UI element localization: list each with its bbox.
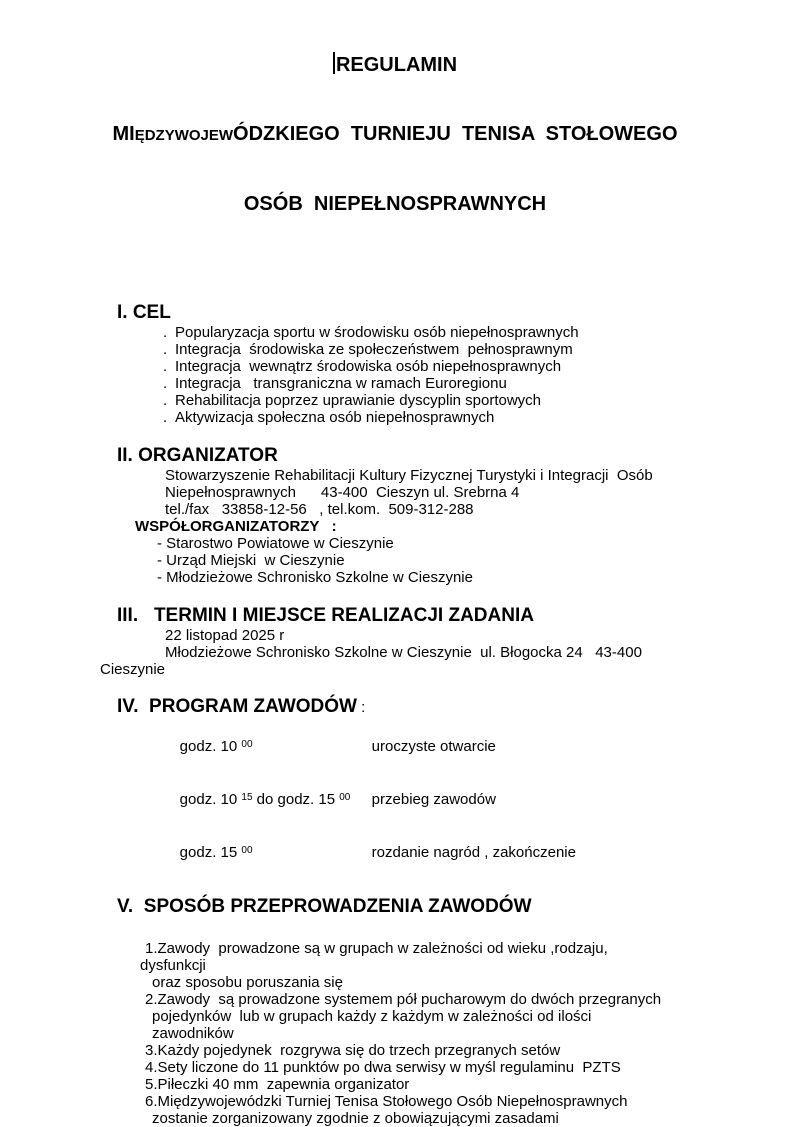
title-segment: MI	[112, 123, 135, 145]
sposob-items	[0, 940, 790, 1127]
coorganizer-item: - Starostwo Powiatowe w Cieszynie	[157, 535, 394, 552]
bullet-marker: .	[163, 341, 168, 358]
termin-line-overflow: Cieszynie	[100, 661, 166, 678]
section-heading-cel: I. CEL	[117, 302, 171, 323]
list-item	[163, 324, 790, 341]
numbered-item: 5.Piłeczki 40 mm zapewnia organizator	[145, 1076, 410, 1093]
list-item	[163, 375, 790, 392]
termin-line: 22 listopad 2025 r	[165, 627, 285, 644]
numbered-item: 6.Międzywojewódzki Turniej Tenisa Stołowego Osób Niepełnosprawnych	[145, 1093, 628, 1110]
list-item-text: Integracja transgraniczna w ramach Euroregionu	[175, 375, 507, 392]
section-heading-organizator: II. ORGANIZATOR	[117, 445, 278, 466]
list-item-text: Popularyzacja sportu w środowisku osób niepełnosprawnych	[175, 324, 579, 341]
program-row	[163, 719, 790, 772]
document-title	[0, 0, 790, 262]
program-desc: przebieg zawodów	[371, 791, 496, 808]
list-item-text: Integracja środowiska ze społeczeństwem pełnosprawnym	[175, 341, 573, 358]
numbered-item: 4.Sety liczone do 11 punktów po dwa serwisy w myśl regulaminu PZTS	[145, 1059, 621, 1076]
numbered-item: 2.Zawody są prowadzone systemem pół pucharowym do dwóch przegranych	[145, 991, 662, 1008]
time-superscript: 00	[241, 845, 253, 856]
numbered-item-wrap: oraz sposobu poruszania się	[152, 974, 343, 991]
list-item	[163, 409, 790, 426]
time-superscript: 15	[241, 792, 253, 803]
time-superscript: 00	[241, 739, 253, 750]
numbered-item: 1.Zawody prowadzone są w grupach w zależności od wieku ,rodzaju,	[145, 940, 608, 957]
program-time	[180, 789, 372, 808]
program-desc: rozdanie nagród , zakończenie	[371, 844, 576, 861]
program-row	[163, 772, 790, 825]
numbered-item-wrap: zawodników	[152, 1025, 234, 1042]
bullet-marker: .	[163, 358, 168, 375]
list-item	[163, 341, 790, 358]
heading-text: IV. PROGRAM ZAWODÓW	[117, 696, 357, 717]
termin-line: Młodzieżowe Schronisko Szkolne w Cieszynie ul. Błogocka 24 43-400	[165, 644, 642, 661]
organizer-line: Niepełnosprawnych 43-400 Cieszyn ul. Srebrna 4	[165, 484, 520, 501]
program-time	[180, 842, 372, 861]
time-text: godz. 10	[179, 791, 242, 808]
time-text: godz. 10	[179, 738, 242, 755]
time-text: do godz. 15	[252, 791, 340, 808]
list-item	[163, 358, 790, 375]
program-desc: uroczyste otwarcie	[371, 738, 496, 755]
list-item-text: Integracja wewnątrz środowiska osób niepełnosprawnych	[175, 358, 562, 375]
list-item-text: Rehabilitacja poprzez uprawianie dyscyplin sportowych	[175, 392, 542, 409]
title-line-3: OSÓB NIEPEŁNOSPRAWNYCH	[243, 193, 547, 215]
list-item-text: Aktywizacja społeczna osób niepełnosprawnych	[175, 409, 495, 426]
time-text: godz. 15	[179, 844, 242, 861]
bullet-marker: .	[163, 409, 168, 426]
title-line-2	[0, 123, 790, 147]
organizer-line: tel./fax 33858-12-56 , tel.kom. 509-312-288	[165, 501, 474, 518]
title-segment: ÓDZKIEGO TURNIEJU TENISA STOŁOWEGO	[233, 123, 678, 145]
title-line-1	[0, 52, 790, 77]
numbered-item-wrap: zostanie zorganizowany zgodnie z obowiązującymi zasadami	[152, 1110, 559, 1127]
heading-colon: :	[356, 699, 366, 716]
program-time	[180, 736, 372, 755]
time-superscript: 00	[339, 792, 351, 803]
numbered-item-wrap: dysfunkcji	[140, 957, 206, 974]
coorganizers-heading: WSPÓŁORGANIZATORZY :	[135, 518, 337, 535]
coorganizer-item: - Młodzieżowe Schronisko Szkolne w Cieszynie	[157, 569, 473, 586]
section-heading-program	[117, 696, 790, 719]
bullet-marker: .	[163, 324, 168, 341]
title-segment-smallcaps: ĘDZYWOJEW	[134, 127, 234, 144]
list-item	[163, 392, 790, 409]
bullet-marker: .	[163, 375, 168, 392]
program-row	[163, 825, 790, 878]
title-text: REGULAMIN	[335, 54, 458, 76]
text-cursor	[333, 52, 335, 74]
coorganizer-item: - Urząd Miejski w Cieszynie	[157, 552, 345, 569]
section-heading-termin: III. TERMIN I MIEJSCE REALIZACJI ZADANIA	[117, 605, 534, 626]
bullet-marker: .	[163, 392, 168, 409]
organizer-line: Stowarzyszenie Rehabilitacji Kultury Fizycznej Turystyki i Integracji Osób	[165, 467, 653, 484]
numbered-item: 3.Każdy pojedynek rozgrywa się do trzech przegranych setów	[145, 1042, 561, 1059]
section-heading-sposob: V. SPOSÓB PRZEPROWADZENIA ZAWODÓW	[117, 896, 532, 917]
numbered-item-wrap: pojedynków lub w grupach każdy z każdym w zależności od ilości	[152, 1008, 592, 1025]
